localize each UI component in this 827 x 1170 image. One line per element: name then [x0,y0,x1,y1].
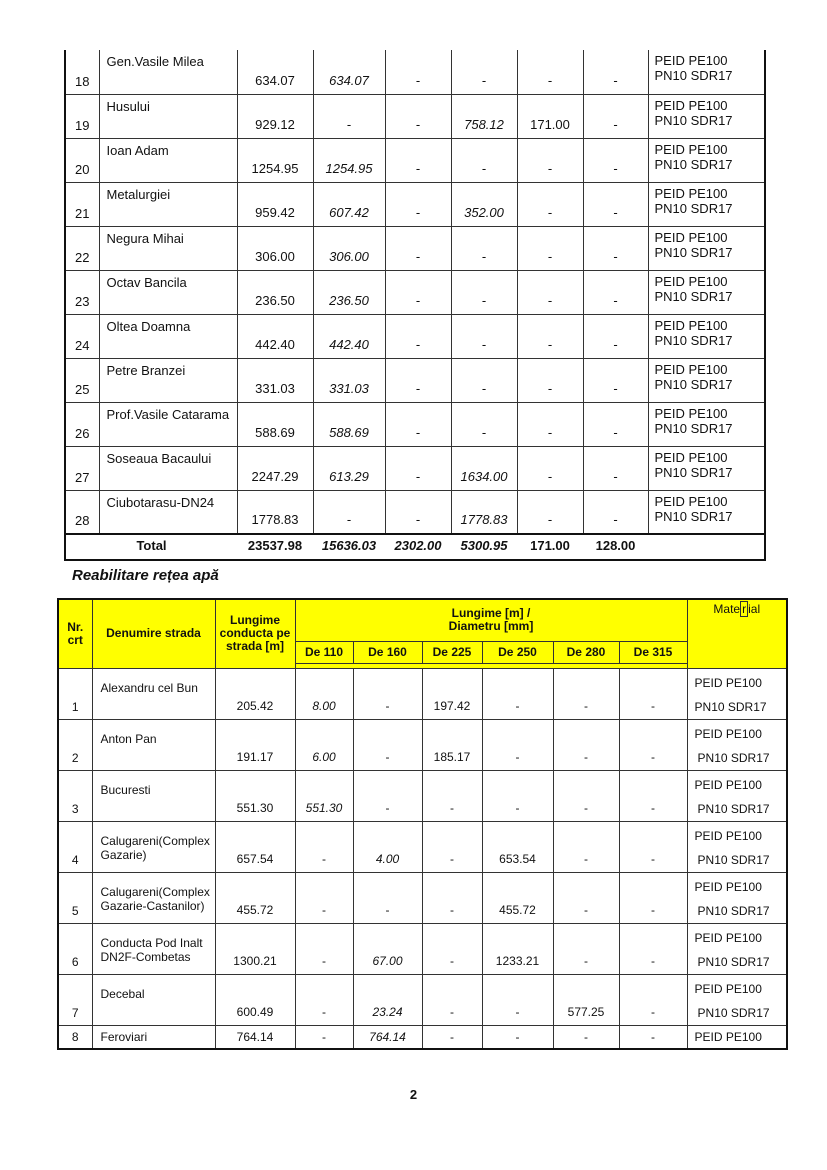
table-row [58,719,787,770]
diameter-length: - [451,270,517,314]
material-line-1: PEID PE100 [654,229,728,245]
diameter-length: 442.40 [313,314,385,358]
diameter-length: 306.00 [313,226,385,270]
total-diameter-sum: 15636.03 [313,534,385,560]
diameter-length: - [422,1025,482,1049]
row-number: 19 [65,94,99,138]
diameter-length: - [313,94,385,138]
street-name: Metalurgiei [99,182,237,226]
diameter-length: - [517,490,583,534]
diameter-length: 588.69 [313,402,385,446]
total-material-empty [648,534,765,560]
material-line-2: PN10 SDR17 [654,68,733,83]
material-cell [687,1025,787,1049]
diameter-length: 634.07 [313,50,385,94]
diameter-length: 6.00 [295,719,353,770]
total-length: 600.49 [215,974,295,1025]
material-line-2: PN10 SDR17 [697,954,770,969]
diameter-length: - [553,719,619,770]
row-number: 4 [58,821,92,872]
diameter-length: - [583,490,648,534]
material-cell [687,770,787,821]
material-line-2: PN10 SDR17 [654,200,733,216]
diameter-length: - [353,668,422,719]
material-cell [648,226,765,270]
pipe-table-continued [64,50,766,561]
total-length: 634.07 [237,50,313,94]
material-line-2: PN10 SDR17 [697,903,770,918]
diameter-length: 764.14 [353,1025,422,1049]
diameter-length: - [583,270,648,314]
row-number: 3 [58,770,92,821]
diameter-length: - [583,402,648,446]
street-name: Octav Bancila [99,270,237,314]
diameter-length: - [583,50,648,94]
material-cell [648,402,765,446]
material-line-2: PN10 SDR17 [697,1005,770,1020]
total-length: 657.54 [215,821,295,872]
total-length: 1778.83 [237,490,313,534]
material-cell [648,446,765,490]
material-cell [648,138,765,182]
material-line-2: PN10 SDR17 [654,112,733,128]
material-line-1: PEID PE100 [654,53,728,68]
total-length: 236.50 [237,270,313,314]
total-length: 551.30 [215,770,295,821]
diameter-length: 23.24 [353,974,422,1025]
diameter-length: - [385,446,451,490]
material-cell [648,50,765,94]
diameter-length: - [353,872,422,923]
diameter-length: - [482,974,553,1025]
row-number: 25 [65,358,99,402]
diameter-length: - [295,923,353,974]
material-cell [687,821,787,872]
diameter-length: 613.29 [313,446,385,490]
diameter-length: - [583,94,648,138]
header-diameter: De 110 [295,641,353,663]
diameter-length: - [313,490,385,534]
row-number: 20 [65,138,99,182]
street-name: Ciubotarasu-DN24 [99,490,237,534]
table-row [58,923,787,974]
street-name: Negura Mihai [99,226,237,270]
diameter-length: - [583,182,648,226]
table-row [65,270,765,314]
diameter-length: - [517,270,583,314]
street-name: Decebal [92,974,215,1025]
material-line-1: PEID PE100 [654,405,728,421]
diameter-length: - [451,50,517,94]
diameter-length: - [385,226,451,270]
diameter-length: 236.50 [313,270,385,314]
material-line-2: PN10 SDR17 [654,244,733,260]
diameter-length: - [385,490,451,534]
diameter-length: - [619,821,687,872]
diameter-length: - [619,1025,687,1049]
diameter-length: - [583,314,648,358]
row-number: 26 [65,402,99,446]
diameter-length: - [451,314,517,358]
table-row [65,402,765,446]
diameter-length: - [517,182,583,226]
material-cell [648,270,765,314]
diameter-length: - [583,446,648,490]
total-length: 929.12 [237,94,313,138]
diameter-length: - [553,770,619,821]
street-name: Gen.Vasile Milea [99,50,237,94]
diameter-length: - [517,358,583,402]
material-line-2: PN10 SDR17 [654,508,733,524]
material-cell [687,668,787,719]
row-number: 23 [65,270,99,314]
street-name: Husului [99,94,237,138]
material-line-2: PN10 SDR17 [654,420,733,436]
row-number: 21 [65,182,99,226]
material-cell [687,923,787,974]
total-diameter-sum: 171.00 [517,534,583,560]
material-line-1: PEID PE100 [654,97,728,113]
row-number: 2 [58,719,92,770]
diameter-length: - [422,872,482,923]
material-line-2: PN10 SDR17 [694,699,767,714]
row-number: 24 [65,314,99,358]
table-row [58,974,787,1025]
material-line-2: PN10 SDR17 [697,852,770,867]
table-row [65,226,765,270]
total-length: 2247.29 [237,446,313,490]
row-number: 28 [65,490,99,534]
diameter-length: - [385,182,451,226]
material-line-1: PEID PE100 [694,879,762,894]
diameter-length: - [422,770,482,821]
diameter-length: - [422,821,482,872]
diameter-length: 67.00 [353,923,422,974]
diameter-length: 1254.95 [313,138,385,182]
header-diameter: De 225 [422,641,482,663]
total-length-sum: 23537.98 [237,534,313,560]
material-cell [687,719,787,770]
street-name: Oltea Doamna [99,314,237,358]
material-cell [687,872,787,923]
diameter-length: 577.25 [553,974,619,1025]
material-line-1: PEID PE100 [694,777,762,792]
total-diameter-sum: 2302.00 [385,534,451,560]
section-title: Reabilitare rețea apă [72,567,219,584]
material-line-1: PEID PE100 [654,493,728,509]
material-line-2: PN10 SDR17 [654,288,733,304]
diameter-length: - [553,668,619,719]
diameter-length: 352.00 [451,182,517,226]
total-diameter-sum: 128.00 [583,534,648,560]
total-length: 764.14 [215,1025,295,1049]
table-row [65,314,765,358]
table-row [58,1025,787,1049]
total-length: 455.72 [215,872,295,923]
header-length-diameter: Lungime [m] / Diametru [mm] [295,599,687,641]
diameter-length: - [517,402,583,446]
diameter-length: 1634.00 [451,446,517,490]
diameter-length: 455.72 [482,872,553,923]
diameter-length: - [422,923,482,974]
diameter-length: 197.42 [422,668,482,719]
material-line-1: PEID PE100 [654,273,728,289]
total-row [65,534,765,560]
diameter-length: - [295,821,353,872]
street-name: Ioan Adam [99,138,237,182]
diameter-length: - [517,226,583,270]
street-name: Anton Pan [92,719,215,770]
header-length: Lungime conducta pe strada [m] [215,599,295,668]
total-length: 205.42 [215,668,295,719]
diameter-length: 4.00 [353,821,422,872]
row-number: 8 [58,1025,92,1049]
diameter-length: - [553,872,619,923]
diameter-length: - [385,138,451,182]
material-line-1: PEID PE100 [694,930,762,945]
row-number: 7 [58,974,92,1025]
material-line-1: PEID PE100 [654,449,728,465]
diameter-length: - [295,1025,353,1049]
diameter-length: - [553,821,619,872]
material-line-2: PN10 SDR17 [697,750,770,765]
table-row [65,138,765,182]
material-line-2: PN10 SDR17 [654,332,733,348]
material-line-2: PN10 SDR17 [697,801,770,816]
material-line-2: PN10 SDR17 [654,376,733,392]
diameter-length: - [583,226,648,270]
material-cell [648,94,765,138]
material-cell [648,490,765,534]
material-line-1: PEID PE100 [694,1029,762,1044]
row-number: 18 [65,50,99,94]
diameter-length: - [619,668,687,719]
diameter-length: - [619,872,687,923]
diameter-length: - [517,446,583,490]
material-line-1: PEID PE100 [654,317,728,333]
material-line-1: PEID PE100 [694,726,762,741]
header-diameter: De 250 [482,641,553,663]
diameter-length: 8.00 [295,668,353,719]
diameter-length: - [451,402,517,446]
diameter-length: - [619,719,687,770]
diameter-length: - [553,923,619,974]
total-length: 959.42 [237,182,313,226]
table-row [65,50,765,94]
table-row [65,446,765,490]
diameter-length: 758.12 [451,94,517,138]
diameter-length: - [385,270,451,314]
material-line-2: PN10 SDR17 [654,464,733,480]
total-length: 306.00 [237,226,313,270]
diameter-length: 171.00 [517,94,583,138]
material-line-1: PEID PE100 [694,981,762,996]
street-name: Prof.Vasile Catarama [99,402,237,446]
diameter-length: 331.03 [313,358,385,402]
water-network-table [57,598,788,1050]
table-row [58,821,787,872]
street-name: Conducta Pod Inalt DN2F-Combetas [92,923,215,974]
diameter-length: 653.54 [482,821,553,872]
table-row [58,872,787,923]
street-name: Calugareni(Complex Gazarie) [92,821,215,872]
diameter-length: 1233.21 [482,923,553,974]
row-number: 5 [58,872,92,923]
street-name: Bucuresti [92,770,215,821]
text-cursor-box: r [742,602,747,616]
table-row [65,490,765,534]
diameter-length: - [451,138,517,182]
material-line-1: PEID PE100 [694,675,762,690]
material-line-1: PEID PE100 [654,185,728,201]
diameter-length: - [482,668,553,719]
street-name: Feroviari [92,1025,215,1049]
material-line-1: PEID PE100 [694,828,762,843]
header-diameter: De 280 [553,641,619,663]
table-row [58,770,787,821]
street-name: Alexandru cel Bun [92,668,215,719]
diameter-length: - [385,94,451,138]
header-diameter: De 315 [619,641,687,663]
diameter-length: - [353,719,422,770]
diameter-length: - [451,358,517,402]
header-street-name: Denumire strada [92,599,215,668]
total-diameter-sum: 5300.95 [451,534,517,560]
street-name: Calugareni(Complex Gazarie-Castanilor) [92,872,215,923]
total-length: 191.17 [215,719,295,770]
diameter-length: - [583,358,648,402]
header-material-suffix: ial [748,602,761,616]
diameter-length: - [422,974,482,1025]
row-number: 22 [65,226,99,270]
diameter-length: - [295,974,353,1025]
diameter-length: - [482,770,553,821]
diameter-length: - [553,1025,619,1049]
diameter-length: 185.17 [422,719,482,770]
diameter-length: - [517,50,583,94]
diameter-length: - [353,770,422,821]
diameter-length: 1778.83 [451,490,517,534]
total-length: 331.03 [237,358,313,402]
material-cell [687,974,787,1025]
row-number: 1 [58,668,92,719]
diameter-length: 607.42 [313,182,385,226]
header-material [687,599,787,668]
total-length: 442.40 [237,314,313,358]
row-number: 6 [58,923,92,974]
material-cell [648,358,765,402]
material-line-2: PN10 SDR17 [654,156,733,172]
diameter-length: - [385,50,451,94]
header-nr: Nr. crt [58,599,92,668]
total-length: 1254.95 [237,138,313,182]
total-length: 588.69 [237,402,313,446]
page-number: 2 [409,1087,418,1102]
material-line-1: PEID PE100 [654,141,728,157]
header-material-prefix: Mate [713,602,741,616]
table-row [58,668,787,719]
diameter-length: 551.30 [295,770,353,821]
row-number: 27 [65,446,99,490]
diameter-length: - [517,138,583,182]
diameter-length: - [385,358,451,402]
diameter-length: - [517,314,583,358]
total-label: Total [65,534,237,560]
table-row [65,182,765,226]
table-row [65,358,765,402]
material-cell [648,314,765,358]
diameter-length: - [482,719,553,770]
diameter-length: - [385,314,451,358]
material-line-1: PEID PE100 [654,361,728,377]
header-diameter: De 160 [353,641,422,663]
material-cell [648,182,765,226]
diameter-length: - [295,872,353,923]
street-name: Soseaua Bacaului [99,446,237,490]
diameter-length: - [482,1025,553,1049]
diameter-length: - [619,770,687,821]
diameter-length: - [619,974,687,1025]
diameter-length: - [451,226,517,270]
table-row [65,94,765,138]
diameter-length: - [583,138,648,182]
diameter-length: - [385,402,451,446]
street-name: Petre Branzei [99,358,237,402]
total-length: 1300.21 [215,923,295,974]
diameter-length: - [619,923,687,974]
